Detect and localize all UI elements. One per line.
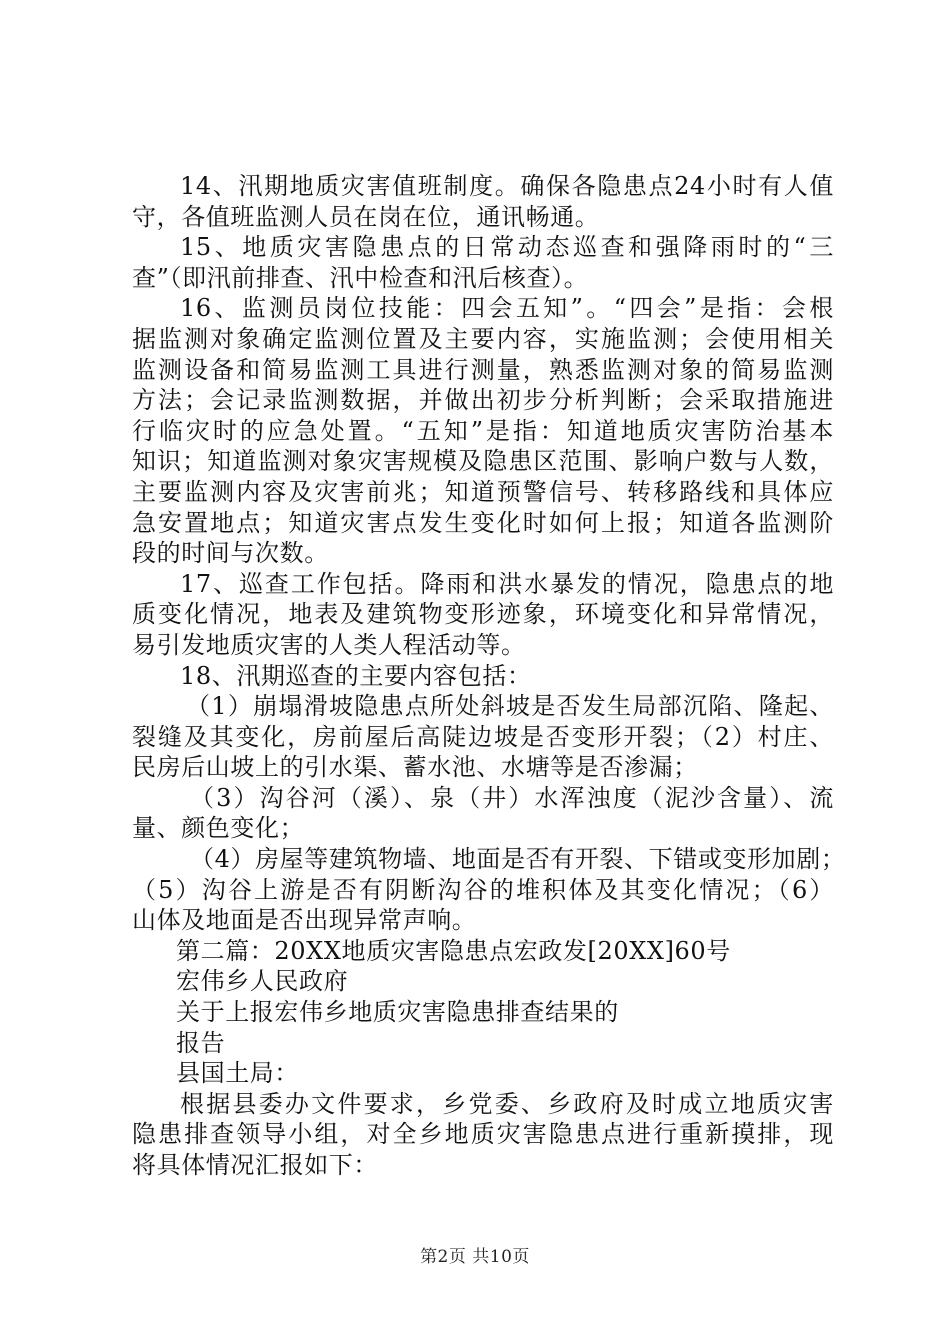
- text-line: 18、汛期巡查的主要内容包括：: [180, 661, 532, 690]
- page-number-footer: 第2页 共10页: [420, 1247, 530, 1267]
- section-heading: 第二篇：20XX地质灾害隐患点宏政发[20XX]60号: [176, 936, 731, 965]
- text-line: 据监测对象确定监测位置及主要内容，实施监测；会使用相关: [132, 324, 834, 353]
- text-line: 14、汛期地质灾害值班制度。确保各隐患点24小时有人值: [180, 172, 834, 200]
- text-line: 16、监测员岗位技能：四会五知”。“四会”是指：会根: [180, 294, 834, 323]
- text-line: 主要监测内容及灾害前兆；知道预警信号、转移路线和具体应: [132, 477, 834, 506]
- document-body: [132, 171, 846, 1181]
- text-line: 17、巡查工作包括。降雨和洪水暴发的情况，隐患点的地: [180, 569, 834, 598]
- text-line: 关于上报宏伟乡地质灾害隐患排查结果的: [176, 998, 619, 1027]
- text-line: 方法；会记录监测数据，并做出初步分析判断；会采取措施进: [132, 386, 834, 415]
- text-line: 监测设备和简易监测工具进行测量，熟悉监测对象的简易监测: [132, 355, 834, 384]
- text-line: 报告: [176, 1028, 226, 1057]
- text-line: 民房后山坡上的引水渠、蓄水池、水塘等是否渗漏；: [132, 753, 698, 782]
- text-line: 行临灾时的应急处置。“五知”是指：知道地质灾害防治基本: [132, 416, 834, 445]
- text-line: 15、地质灾害隐患点的日常动态巡查和强降雨时的“三: [180, 233, 834, 262]
- text-line: 查”（即汛前排查、汛中检查和汛后核查）。: [132, 263, 589, 292]
- text-line: 根据县委办文件要求，乡党委、乡政府及时成立地质灾害: [180, 1089, 834, 1118]
- text-line: 守，各值班监测人员在岗在位，通讯畅通。: [132, 202, 600, 231]
- text-line: （3）沟谷河（溪）、泉（井）水浑浊度（泥沙含量）、流: [190, 783, 834, 812]
- text-line: 山体及地面是否出现异常声响。: [132, 906, 477, 935]
- text-line: 急安置地点；知道灾害点发生变化时如何上报；知道各监测阶: [132, 508, 834, 537]
- text-line: 裂缝及其变化，房前屋后高陡边坡是否变形开裂；（2）村庄、: [132, 722, 834, 751]
- text-line: 段的时间与次数。: [132, 539, 329, 568]
- text-line: 隐患排查领导小组，对全乡地质灾害隐患点进行重新摸排，现: [132, 1120, 834, 1149]
- text-line: 宏伟乡人民政府: [176, 967, 349, 996]
- text-line: 量、颜色变化；: [132, 814, 305, 843]
- text-line: 知识；知道监测对象灾害规模及隐患区范围、影响户数与人数，: [132, 447, 834, 476]
- text-line: 县国土局：: [176, 1059, 299, 1088]
- text-line: （1）崩塌滑坡隐患点所处斜坡是否发生局部沉陷、隆起、: [186, 692, 834, 721]
- text-line: （5）沟谷上游是否有阴断沟谷的堆积体及其变化情况；（6）: [132, 875, 834, 904]
- text-line: 易引发地质灾害的人类人程活动等。: [132, 630, 526, 659]
- text-line: 将具体情况汇报如下：: [132, 1151, 378, 1179]
- text-line: 质变化情况，地表及建筑物变形迹象，环境变化和异常情况，: [132, 600, 834, 629]
- text-line: （4）房屋等建筑物墙、地面是否有开裂、下错或变形加剧；: [190, 845, 846, 874]
